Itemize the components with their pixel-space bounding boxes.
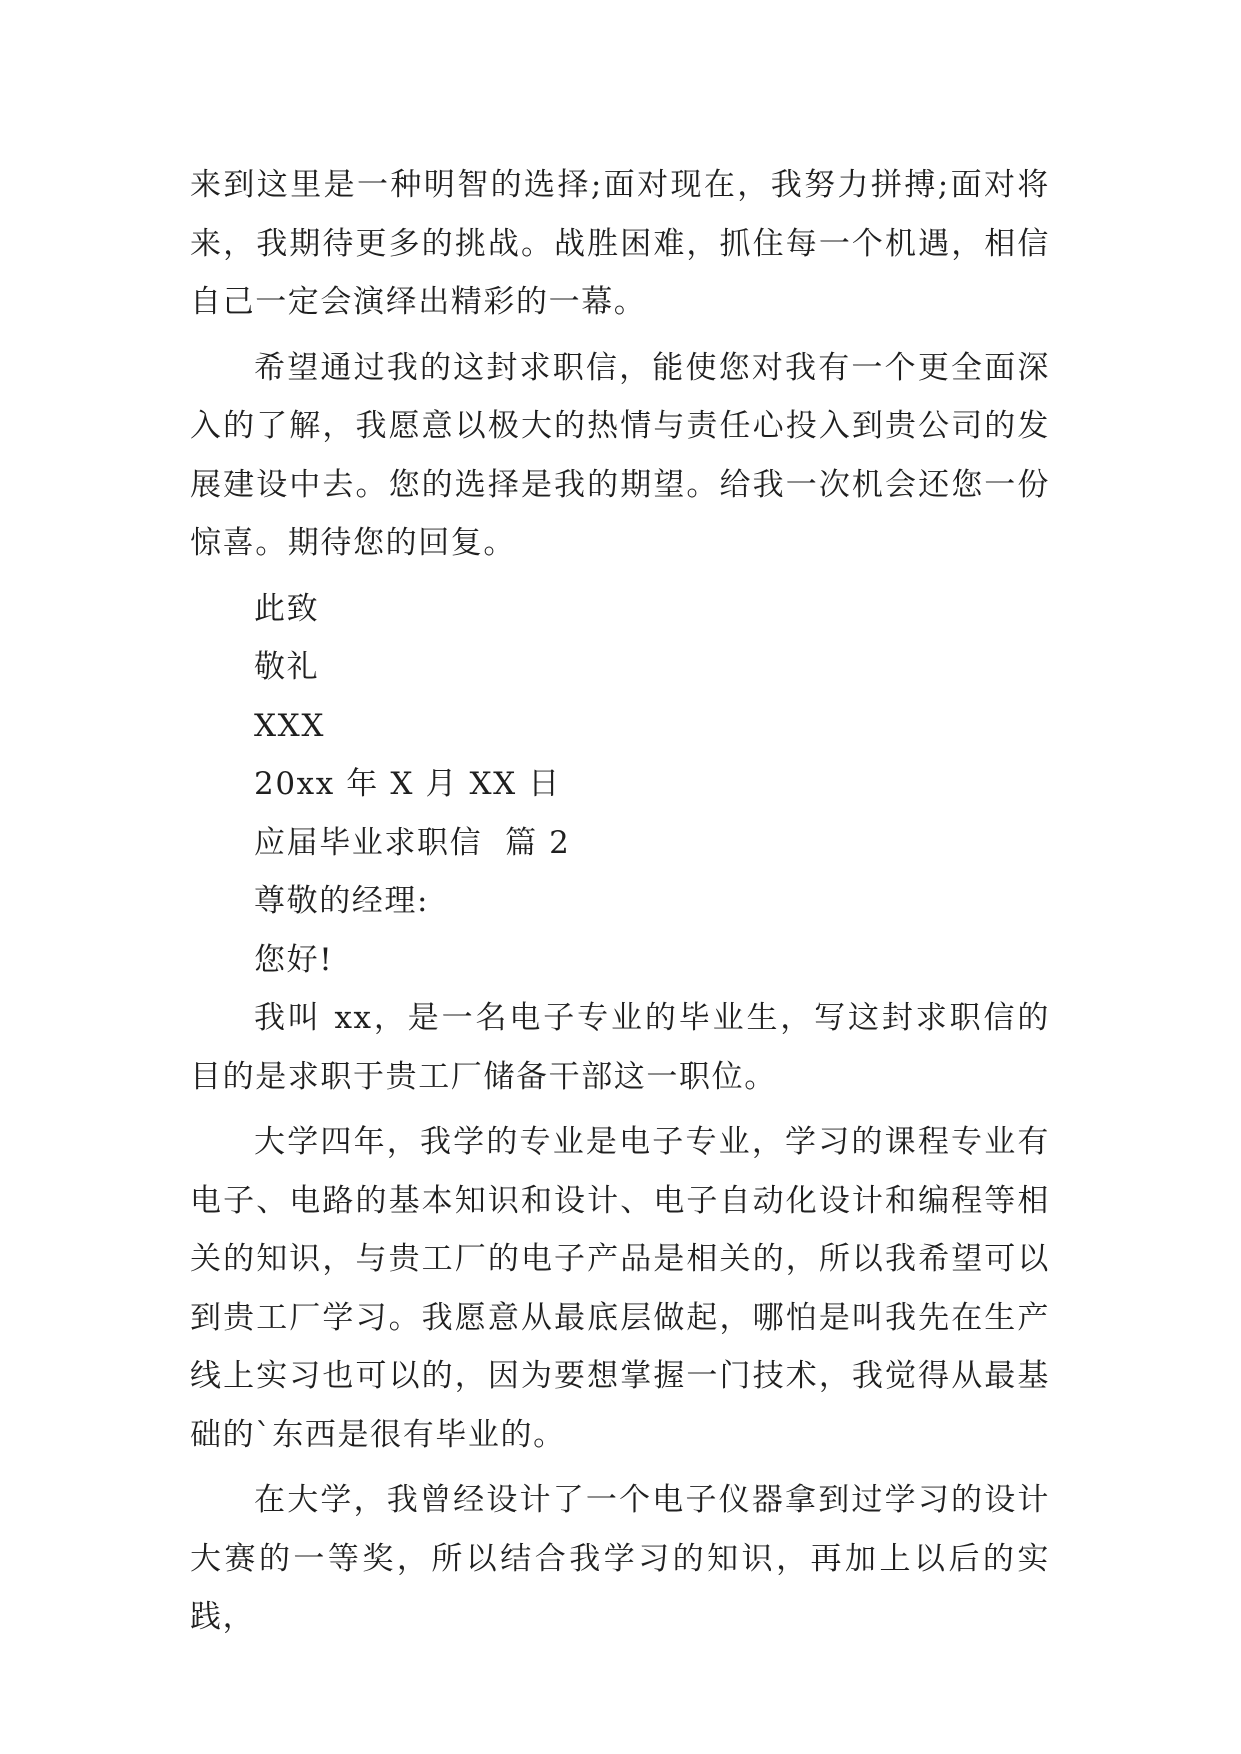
date: 20xx 年 X 月 XX 日 [254, 766, 561, 802]
paragraph-intro: 我叫 xx，是一名电子专业的毕业生，写这封求职信的目的是求职于贵工厂储备干部这一职位。 [190, 1000, 1050, 1095]
closing-salutation-1: 此致 [254, 590, 320, 627]
greeting-hello: 您好! [254, 941, 334, 978]
addressee: 尊敬的经理: [254, 883, 430, 919]
section-title: 应届毕业求职信 篇 2 [254, 824, 571, 861]
document-body [190, 156, 1050, 1654]
paragraph-hope: 希望通过我的这封求职信，能使您对我有一个更全面深入的了解，我愿意以极大的热情与责任心投入到贵公司的发展建设中去。您的选择是我的期望。给我一次机会还您一份惊喜。期待您的回复。 [190, 349, 1050, 561]
closing-salutation-2: 敬礼 [254, 649, 320, 685]
paragraph-award: 在大学，我曾经设计了一个电子仪器拿到过学习的设计大赛的一等奖，所以结合我学习的知识，再加上以后的实践， [190, 1482, 1050, 1635]
signature: XXX [254, 707, 326, 744]
paragraph-education: 大学四年，我学的专业是电子专业，学习的课程专业有电子、电路的基本知识和设计、电子自动化设计和编程等相关的知识，与贵工厂的电子产品是相关的，所以我希望可以到贵工厂学习。我愿意从最底层做起，哪怕是叫我先在生产线上实习也可以的，因为要想掌握一门技术，我觉得从最基础的`东西是很有毕业的。 [190, 1124, 1050, 1453]
paragraph-continuation: 来到这里是一种明智的选择;面对现在，我努力拼搏;面对将来，我期待更多的挑战。战胜困难，抓住每一个机遇，相信自己一定会演绎出精彩的一幕。 [190, 167, 1050, 320]
